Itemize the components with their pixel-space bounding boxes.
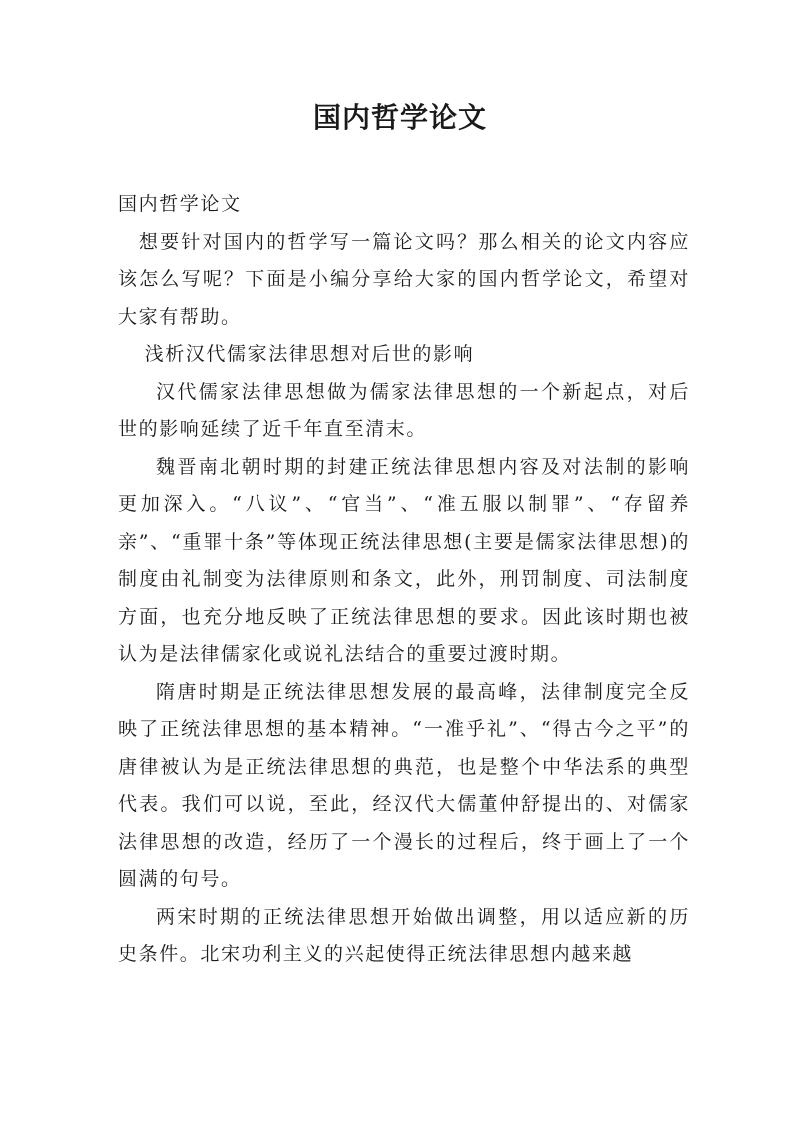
body-paragraph-3: 隋唐时期是正统法律思想发展的最高峰，法律制度完全反映了正统法律思想的基本精神。“一准乎礼”、“得古今之平”的唐律被认为是正统法律思想的典范，也是整个中华法系的典型代表。我们可以说，至此，经汉代大儒董仲舒提出的、对儒家法律思想的改造，经历了一个漫长的过程后，终于画上了一个圆满的句号。 [118,680,690,890]
document-subtitle: 国内哲学论文 [118,193,242,215]
intro-paragraph: 想要针对国内的哲学写一篇论文吗？那么相关的论文内容应该怎么写呢？下面是小编分享给大家的国内哲学论文，希望对大家有帮助。 [118,230,690,328]
document-body [118,186,690,974]
body-paragraph-1: 汉代儒家法律思想做为儒家法律思想的一个新起点，对后世的影响延续了近千年直至清末。 [118,380,690,440]
document-title: 国内哲学论文 [312,101,487,134]
body-paragraph-4: 两宋时期的正统法律思想开始做出调整，用以适应新的历史条件。北宋功利主义的兴起使得正统法律思想内越来越 [118,905,690,965]
section-heading: 浅析汉代儒家法律思想对后世的影响 [144,343,475,365]
body-paragraph-2: 魏晋南北朝时期的封建正统法律思想内容及对法制的影响更加深入。“八议”、“官当”、“准五服以制罪”、“存留养亲”、“重罪十条”等体现正统法律思想(主要是儒家法律思想)的制度由礼制变为法律原则和条文，此外，刑罚制度、司法制度方面，也充分地反映了正统法律思想的要求。因此该时期也被认为是法律儒家化或说礼法结合的重要过渡时期。 [118,455,690,665]
